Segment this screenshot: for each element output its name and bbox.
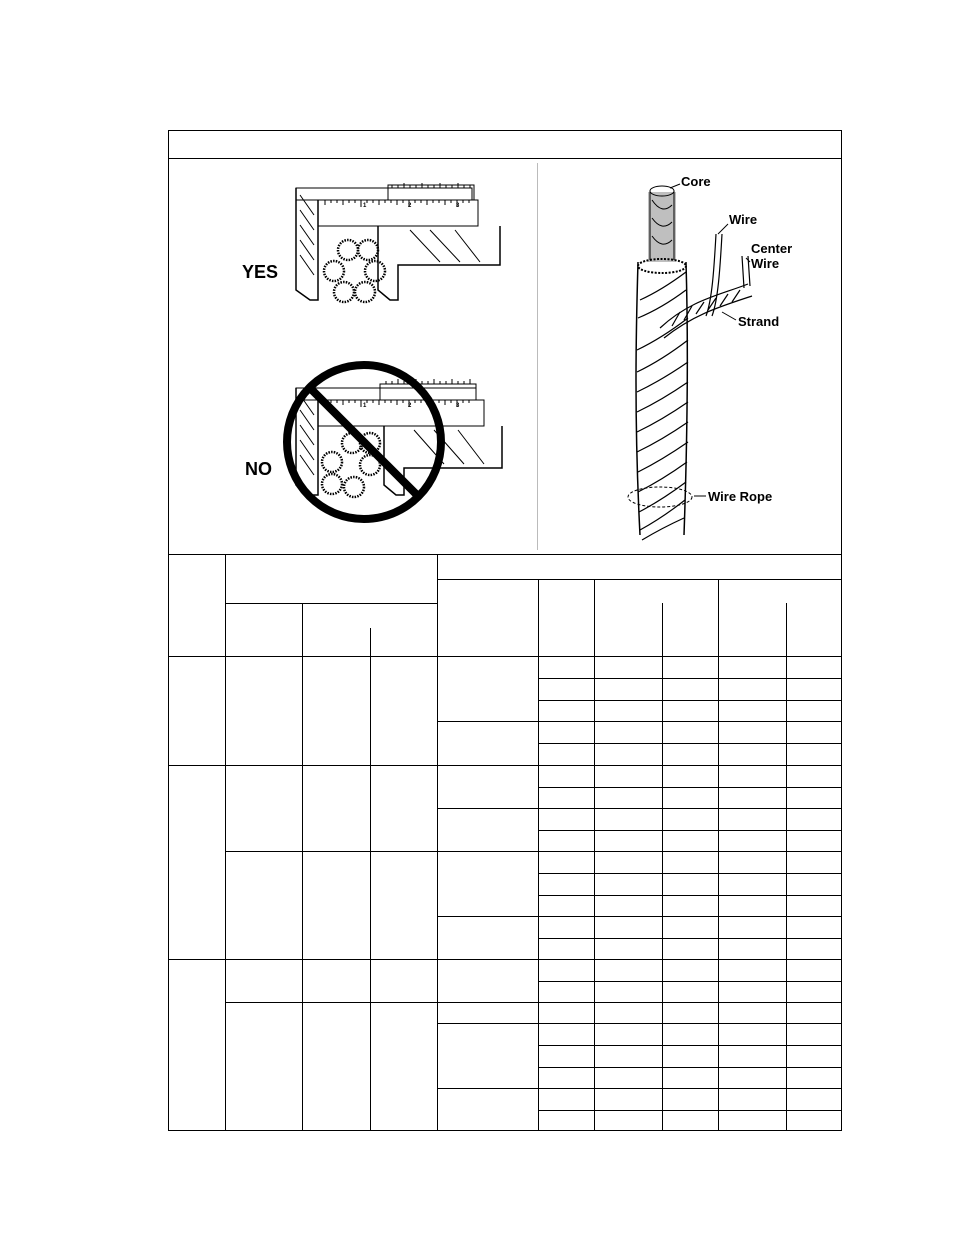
strand-label: Strand — [738, 314, 780, 329]
core-label: Core — [681, 174, 711, 189]
caliper-yes-illustration — [296, 183, 500, 302]
scale-number: 2 — [408, 403, 412, 409]
yes-label: YES — [242, 262, 279, 282]
wire-rope-figure — [628, 174, 792, 540]
caliper-measurement-figure — [242, 183, 502, 519]
wire-rope-label: Wire Rope — [708, 489, 773, 504]
center-wire-label: Wire — [751, 256, 780, 271]
data-table-grid — [168, 554, 842, 1130]
scale-number: 1 — [363, 203, 367, 209]
scale-number: 2 — [408, 203, 412, 209]
caliper-top-scale — [388, 183, 474, 200]
wire-label: Wire — [729, 212, 758, 227]
caliper-no-illustration — [287, 365, 502, 519]
scale-number: 3 — [456, 203, 460, 209]
no-label: NO — [245, 459, 272, 479]
rope-cross-section — [322, 433, 380, 497]
scale-number: 3 — [456, 403, 460, 409]
scale-number: 1 — [363, 403, 367, 409]
rope-core — [648, 186, 676, 262]
rope-cross-section — [324, 240, 385, 302]
center-wire-label: Center — [751, 241, 793, 256]
